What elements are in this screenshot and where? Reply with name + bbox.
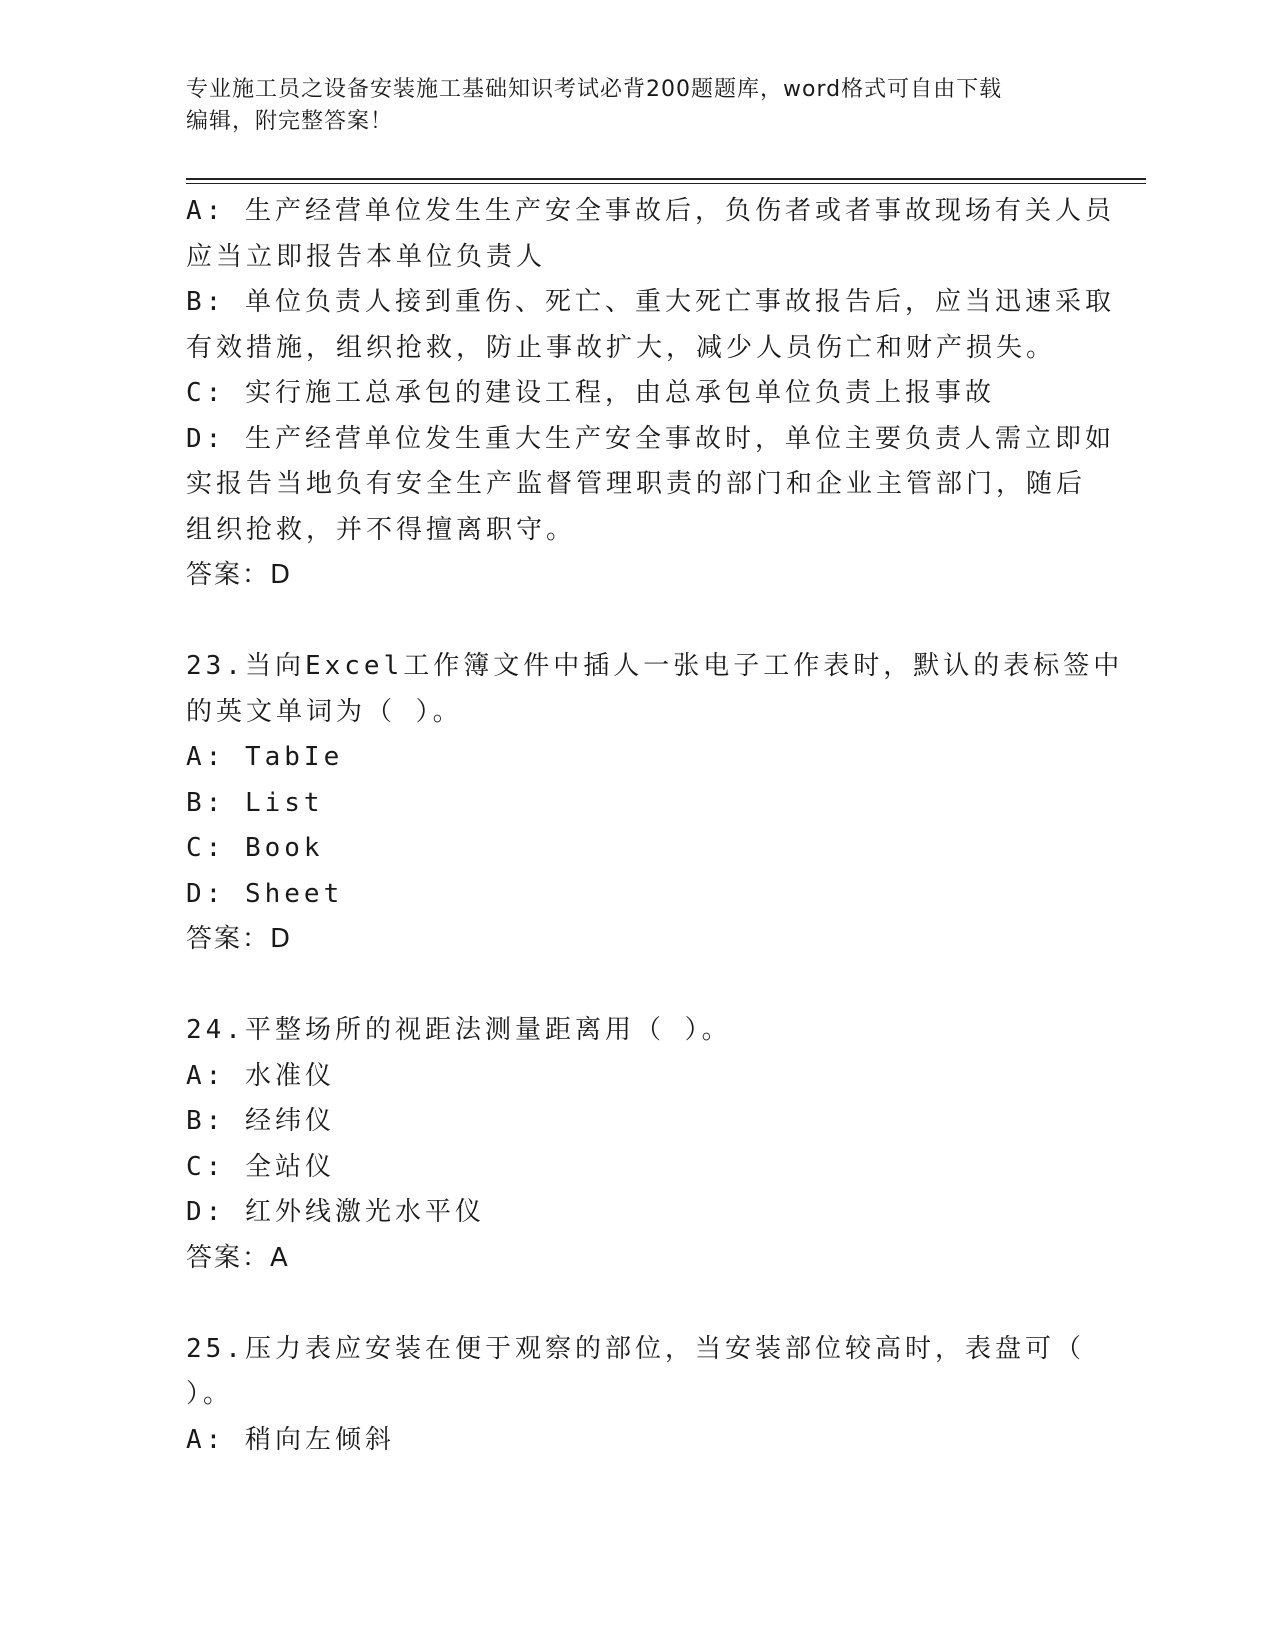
question-24-block [186, 1008, 1086, 1281]
q22-option-d-line3: 组织抢救，并不得擅离职守。 [186, 514, 577, 545]
q24-option-d: D: 红外线激光水平仪 [186, 1197, 485, 1227]
q22-option-b-line2: 有效措施，组织抢救，防止事故扩大，减少人员伤亡和财产损失。 [186, 332, 1057, 363]
q24-answer: 答案：A [186, 1242, 290, 1273]
q22-option-d-line1: D: 生产经营单位发生重大生产安全事故时，单位主要负责人需立即如 [186, 423, 1115, 454]
question-content [186, 189, 1124, 1463]
q24-question-line1: 24.平整场所的视距法测量距离用（ ）。 [186, 1015, 732, 1045]
question-25-block [186, 1327, 1086, 1464]
q23-answer: 答案：D [186, 924, 293, 954]
q22-option-b-line1: B: 单位负责人接到重伤、死亡、重大死亡事故报告后，应当迅速采取 [186, 287, 1115, 317]
q22-option-d-line2: 实报告当地负有安全生产监督管理职责的部门和企业主管部门，随后 [186, 469, 1087, 499]
q22-option-a-line2: 应当立即报告本单位负责人 [186, 241, 547, 272]
q24-option-c: C: 全站仪 [186, 1151, 335, 1182]
q23-question-line1: 23.当向Excel工作簿文件中插人一张电子工作表时，默认的表标签中 [186, 651, 1124, 681]
q22-option-a-line1: A: 生产经营单位发生生产安全事故后，负伤者或者事故现场有关人员 [186, 196, 1115, 226]
header-title-line1: 专业施工员之设备安装施工基础知识考试必背200题题库，word格式可自由下载 [186, 77, 1003, 102]
q23-option-b: B: List [186, 787, 324, 818]
q25-option-a: A: 稍向左倾斜 [186, 1424, 395, 1455]
q24-option-a: A: 水准仪 [186, 1060, 335, 1091]
spacer [186, 599, 1086, 645]
q25-question-line2: ）。 [186, 1379, 234, 1409]
question-22-block [186, 189, 1115, 599]
spacer [186, 1281, 1086, 1327]
q23-question-line2: 的英文单词为（ ）。 [186, 696, 463, 727]
question-23-block [186, 644, 1124, 963]
document-header [186, 74, 1066, 138]
header-rule-thick [186, 178, 1146, 180]
header-title-line2: 编辑，附完整答案！ [186, 109, 394, 134]
q24-option-b: B: 经纬仪 [186, 1106, 335, 1136]
q23-option-c: C: Book [186, 833, 324, 863]
q25-question-line1: 25.压力表应安装在便于观察的部位，当安装部位较高时，表盘可（ [186, 1333, 1085, 1364]
q23-option-a: A: TabIe [186, 742, 344, 772]
header-rule-thin [186, 183, 1146, 184]
q22-option-c-line1: C: 实行施工总承包的建设工程，由总承包单位负责上报事故 [186, 378, 995, 408]
spacer [186, 963, 1086, 1009]
q23-option-d: D: Sheet [186, 878, 344, 909]
q22-answer: 答案：D [186, 560, 293, 590]
